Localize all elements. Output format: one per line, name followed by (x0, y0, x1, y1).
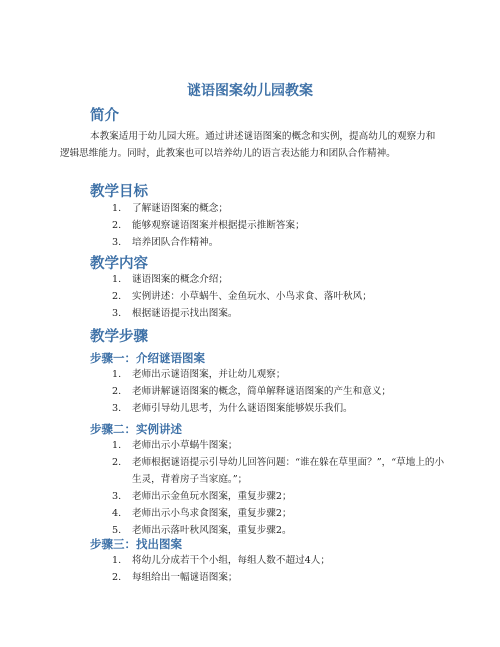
list-item (60, 505, 450, 522)
list-text: 实例讲述：小草蜗牛、金鱼玩水、小鸟求食、落叶秋风； (132, 291, 372, 302)
list-item (60, 383, 450, 400)
step2-heading: 步骤二：实例讲述 (90, 422, 182, 436)
goals-heading: 教学目标 (90, 184, 148, 200)
list-item (60, 271, 450, 288)
step2-section (90, 421, 182, 437)
list-item (60, 488, 450, 505)
step3-heading: 步骤三：找出图案 (90, 537, 182, 551)
list-number: 2. (112, 386, 122, 397)
list-number: 1. (112, 369, 122, 380)
list-item (60, 454, 450, 488)
list-item (60, 234, 450, 251)
list-number: 3. (112, 308, 122, 319)
list-item (60, 366, 450, 383)
goals-list (60, 200, 450, 251)
content-section (90, 252, 148, 273)
list-text: 根据谜语提示找出图案。 (132, 308, 238, 319)
content-list (60, 271, 450, 322)
list-text: 老师出示落叶秋风图案，重复步骤2。 (132, 525, 292, 536)
list-text: 每组给出一幅谜语图案； (132, 572, 238, 583)
list-number: 5. (112, 525, 122, 536)
step3-section (90, 536, 182, 552)
step1-list (60, 366, 450, 417)
intro-section (90, 104, 119, 125)
list-item (60, 305, 450, 322)
list-number: 3. (112, 403, 122, 414)
list-number: 3. (112, 237, 122, 248)
list-item (60, 552, 450, 569)
list-number: 1. (112, 555, 122, 566)
list-number: 2. (112, 457, 122, 468)
list-text: 老师引导幼儿思考，为什么谜语图案能够娱乐我们。 (132, 403, 353, 414)
list-number: 1. (112, 274, 122, 285)
steps-section (90, 325, 148, 346)
step1-heading: 步骤一：介绍谜语图案 (90, 351, 205, 365)
list-number: 4. (112, 508, 122, 519)
list-number: 3. (112, 491, 122, 502)
list-number: 1. (112, 440, 122, 451)
list-item (60, 200, 450, 217)
list-text: 了解谜语图案的概念； (132, 203, 228, 214)
list-number: 2. (112, 291, 122, 302)
intro-paragraph: 本教案适用于幼儿园大班。通过讲述谜语图案的概念和实例，提高幼儿的观察力和逻辑思维能力。同时，此教案也可以培养幼儿的语言表达能力和团队合作精神。 (60, 131, 436, 159)
intro-paragraph-wrap (60, 128, 442, 162)
steps-heading: 教学步骤 (90, 329, 148, 345)
list-text: 老师根据谜语提示引导幼儿回答问题：“谁在躲在草里面？”，“草地上的小生灵，背着房子当家庭。”； (132, 457, 445, 485)
list-number: 1. (112, 203, 122, 214)
list-text: 将幼儿分成若干个小组，每组人数不超过4人； (132, 555, 330, 566)
step3-list (60, 552, 450, 586)
list-text: 老师讲解谜语图案的概念，简单解释谜语图案的产生和意义； (132, 386, 392, 397)
list-item (60, 400, 450, 417)
document-title: 谜语图案幼儿园教案 (187, 83, 313, 99)
list-item (60, 217, 450, 234)
list-text: 能够观察谜语图案并根据提示推断答案； (132, 220, 305, 231)
list-text: 培养团队合作精神。 (132, 237, 219, 248)
list-text: 老师出示金鱼玩水图案，重复步骤2； (132, 491, 292, 502)
intro-heading: 简介 (90, 108, 119, 124)
list-text: 谜语图案的概念介绍； (132, 274, 228, 285)
list-item (60, 288, 450, 305)
list-text: 老师出示小鸟求食图案，重复步骤2； (132, 508, 292, 519)
goals-section (90, 180, 148, 201)
content-heading: 教学内容 (90, 256, 148, 272)
list-number: 2. (112, 572, 122, 583)
list-item (60, 569, 450, 586)
step2-list (60, 437, 450, 539)
list-text: 老师出示谜语图案，并让幼儿观察； (132, 369, 286, 380)
list-number: 2. (112, 220, 122, 231)
list-text: 老师出示小草蜗牛图案； (132, 440, 238, 451)
step1-section (90, 350, 205, 366)
list-item (60, 437, 450, 454)
